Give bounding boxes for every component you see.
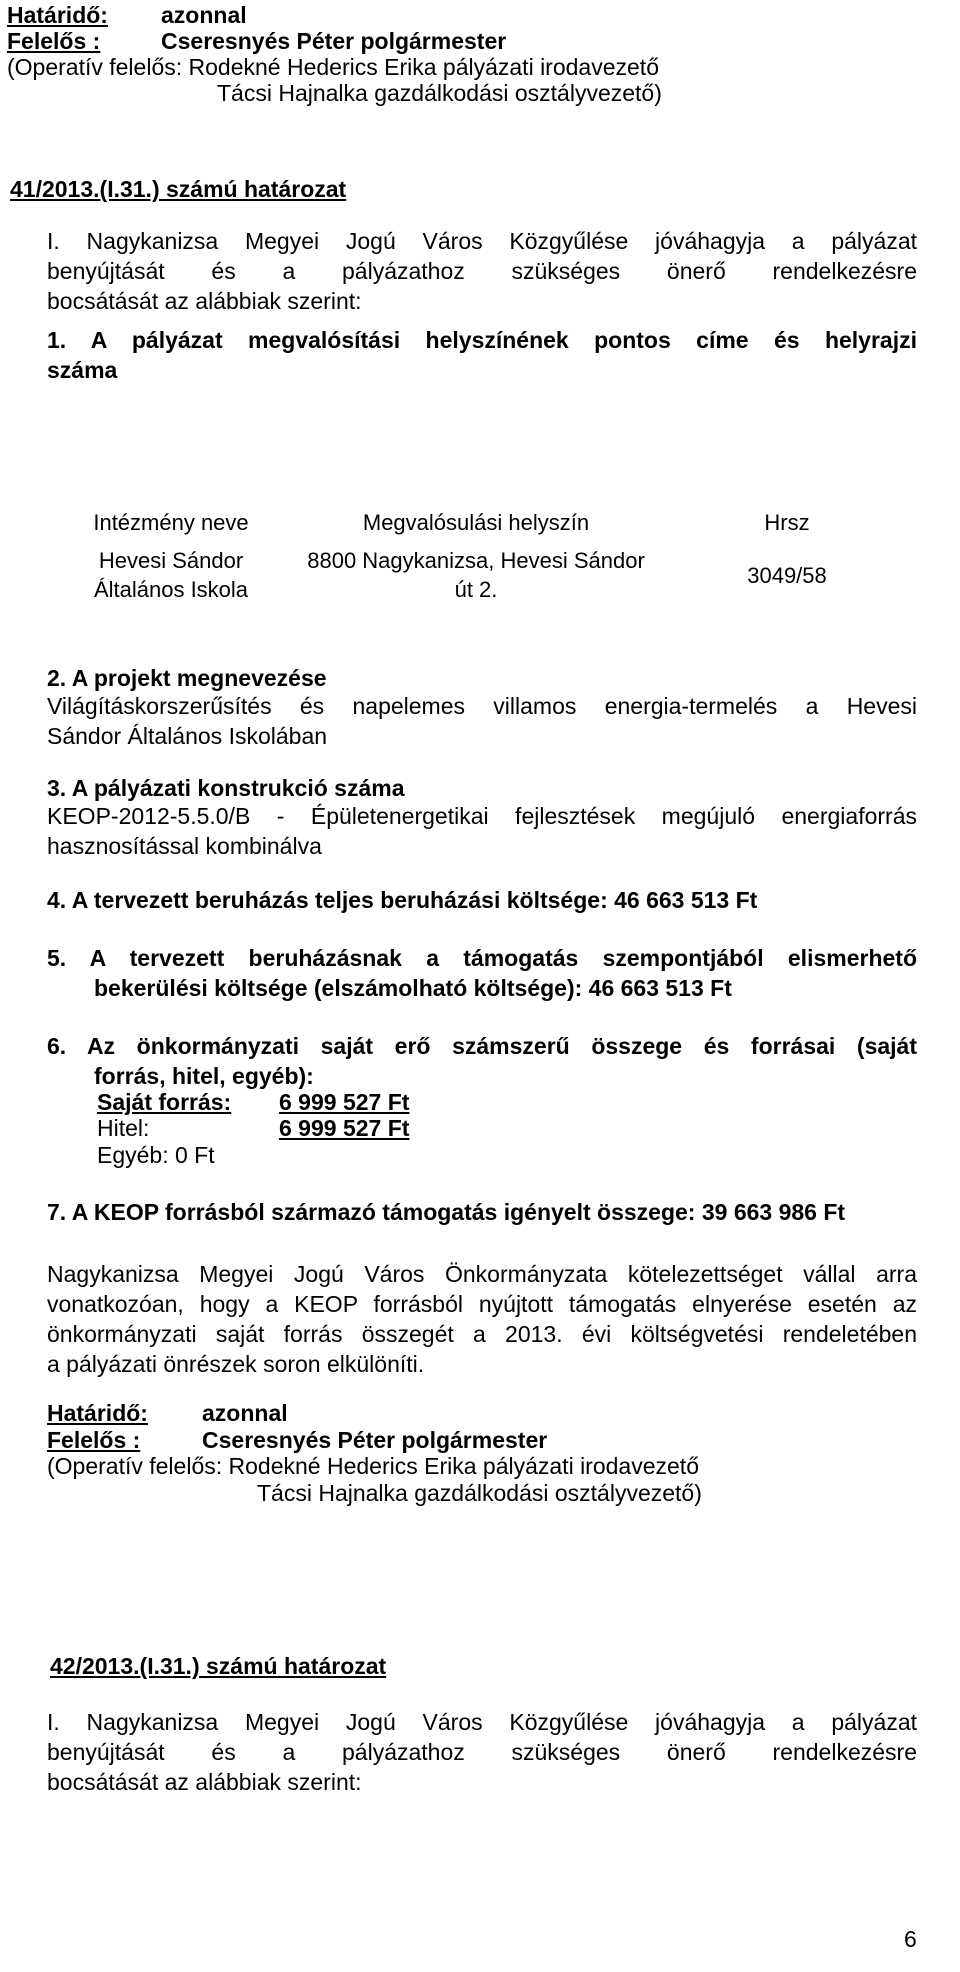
institution-name-line: Hevesi Sándor	[98, 548, 244, 573]
own-source-label: Saját forrás:	[97, 1089, 232, 1115]
item-6-line: 6. Az önkormányzati saját erő számszerű összege és forrásai (saját	[47, 1033, 917, 1059]
loan-value: 6 999 527 Ft	[279, 1115, 410, 1141]
resolution-title: 41/2013.(I.31.) számú határozat	[10, 176, 347, 202]
operative-responsible-line-2: Tácsi Hajnalka gazdálkodási osztályvezető)	[257, 1480, 702, 1506]
item-3-line: KEOP-2012-5.5.0/B - Épületenergetikai fejlesztések megújuló energiaforrás	[47, 803, 917, 829]
item-1-line: száma	[47, 357, 118, 383]
responsible-value: Cseresnyés Péter polgármester	[161, 28, 507, 54]
item-2-line: Világításkorszerűsítés és napelemes villamos energia-termelés a Hevesi	[47, 693, 917, 719]
column-header: Hrsz	[764, 509, 810, 535]
item-5-line: bekerülési költsége (elszámolható költsége): 46 663 513 Ft	[94, 975, 732, 1001]
item-5-line: 5. A tervezett beruházásnak a támogatás szempontjából elismerhető	[47, 945, 917, 971]
item-3-line: hasznosítással kombinálva	[47, 833, 322, 859]
item-6-line: forrás, hitel, egyéb):	[94, 1063, 314, 1089]
operative-responsible-line-2: Tácsi Hajnalka gazdálkodási osztályvezető)	[217, 80, 662, 106]
item-2-line: Sándor Általános Iskolában	[47, 723, 328, 749]
column-header: Megvalósulási helyszín	[362, 509, 590, 535]
item-5-eligible-cost	[47, 943, 917, 1003]
intro-line: benyújtását és a pályázathoz szükséges önerő rendelkezésre	[47, 258, 917, 284]
institution-name-cell	[46, 540, 296, 610]
table-header-row	[46, 504, 918, 540]
responsible-label: Felelős :	[7, 28, 101, 54]
deadline-value: azonnal	[161, 2, 247, 28]
item-3-heading: 3. A pályázati konstrukció száma	[47, 775, 405, 801]
column-header: Intézmény neve	[93, 509, 249, 535]
commitment-line: vonatkozóan, hogy a KEOP forrásból nyújtott támogatás elnyerése esetén az	[47, 1291, 917, 1317]
item-2-heading: 2. A projekt megnevezése	[47, 665, 327, 691]
lot-number-cell: 3049/58	[747, 562, 827, 588]
page-number: 6	[904, 1926, 917, 1952]
item-6-own-funds	[47, 1031, 917, 1091]
location-line: 8800 Nagykanizsa, Hevesi Sándor	[307, 548, 645, 573]
deadline-label: Határidő:	[7, 2, 108, 28]
item-1-heading	[47, 325, 917, 385]
item-1-line: 1. A pályázat megvalósítási helyszínének pontos címe és helyrajzi	[47, 327, 917, 353]
responsible-label: Felelős :	[47, 1427, 141, 1453]
commitment-paragraph	[47, 1259, 917, 1379]
responsible-value: Cseresnyés Péter polgármester	[202, 1427, 548, 1453]
intro-line: benyújtását és a pályázathoz szükséges önerő rendelkezésre	[47, 1739, 917, 1765]
own-source-value: 6 999 527 Ft	[279, 1089, 410, 1115]
intro-line: I. Nagykanizsa Megyei Jogú Város Közgyűlése jóváhagyja a pályázat	[47, 228, 917, 254]
location-line: út 2.	[454, 577, 498, 602]
location-cell	[296, 540, 656, 610]
deadline-value: azonnal	[202, 1400, 288, 1426]
item-4-total-cost: 4. A tervezett beruházás teljes beruházási költsége: 46 663 513 Ft	[47, 887, 758, 913]
commitment-line: a pályázati önrészek soron elkülöníti.	[47, 1351, 425, 1377]
loan-label: Hitel:	[97, 1115, 150, 1141]
other-source: Egyéb: 0 Ft	[97, 1142, 215, 1168]
intro-line: bocsátását az alábbiak szerint:	[47, 1769, 362, 1795]
item-3-text	[47, 801, 917, 861]
intro-line: I. Nagykanizsa Megyei Jogú Város Közgyűlése jóváhagyja a pályázat	[47, 1709, 917, 1735]
operative-responsible-line: (Operatív felelős: Rodekné Hederics Erika pályázati irodavezető	[47, 1453, 699, 1479]
operative-responsible-line: (Operatív felelős: Rodekné Hederics Erika pályázati irodavezető	[7, 54, 659, 80]
item-7-requested-support: 7. A KEOP forrásból származó támogatás igényelt összege: 39 663 986 Ft	[47, 1199, 846, 1225]
commitment-line: önkormányzati saját forrás összegét a 2013. évi költségvetési rendeletében	[47, 1321, 917, 1347]
intro-line: bocsátását az alábbiak szerint:	[47, 288, 362, 314]
deadline-label: Határidő:	[47, 1400, 148, 1426]
commitment-line: Nagykanizsa Megyei Jogú Város Önkormányzata kötelezettséget vállal arra	[47, 1261, 917, 1287]
intro-paragraph	[47, 1707, 917, 1797]
institution-name-line: Általános Iskola	[93, 577, 249, 602]
table-row	[46, 540, 918, 610]
institution-table	[46, 504, 918, 610]
resolution-title: 42/2013.(I.31.) számú határozat	[50, 1653, 387, 1679]
intro-paragraph	[47, 226, 917, 316]
item-2-text	[47, 691, 917, 751]
